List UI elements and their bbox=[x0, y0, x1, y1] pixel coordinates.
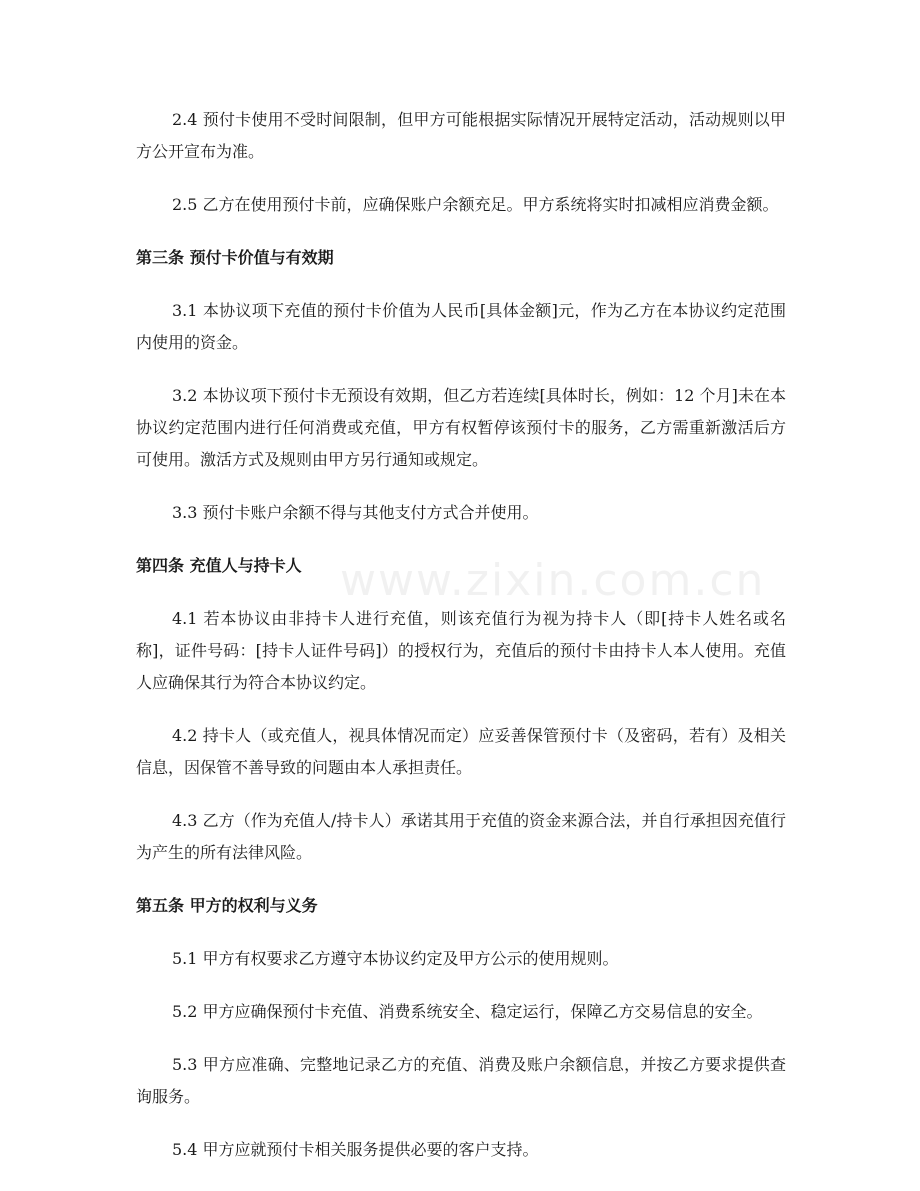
section-heading-article-3: 第三条 预付卡价值与有效期 bbox=[136, 248, 334, 267]
clause-3-3: 3.3 预付卡账户余额不得与其他支付方式合并使用。 bbox=[172, 503, 539, 522]
document-body bbox=[136, 104, 786, 1187]
section-heading-article-5: 第五条 甲方的权利与义务 bbox=[136, 896, 318, 915]
clause-3-1: 3.1 本协议项下充值的预付卡价值为人民币[具体金额]元，作为乙方在本协议约定范围内使用的资金。 bbox=[136, 301, 786, 352]
watermark: www.zixin.com.cn bbox=[340, 555, 766, 606]
clause-5-4: 5.4 甲方应就预付卡相关服务提供必要的客户支持。 bbox=[172, 1140, 539, 1159]
clause-5-1: 5.1 甲方有权要求乙方遵守本协议约定及甲方公示的使用规则。 bbox=[172, 949, 619, 968]
clause-5-2: 5.2 甲方应确保预付卡充值、消费系统安全、稳定运行，保障乙方交易信息的安全。 bbox=[172, 1002, 763, 1021]
clause-4-2: 4.2 持卡人（或充值人，视具体情况而定）应妥善保管预付卡（及密码，若有）及相关信息，因保管不善导致的问题由本人承担责任。 bbox=[136, 726, 786, 777]
clause-4-1: 4.1 若本协议由非持卡人进行充值，则该充值行为视为持卡人（即[持卡人姓名或名称]，证件号码：[持卡人证件号码]）的授权行为，充值后的预付卡由持卡人本人使用。充值人应确保其行为符合本协议约定。 bbox=[136, 609, 786, 692]
clause-2-5: 2.5 乙方在使用预付卡前，应确保账户余额充足。甲方系统将实时扣减相应消费金额。 bbox=[172, 195, 779, 214]
clause-3-2: 3.2 本协议项下预付卡无预设有效期，但乙方若连续[具体时长，例如：12 个月]未在本协议约定范围内进行任何消费或充值，甲方有权暂停该预付卡的服务，乙方需重新激活后方可使用。激活方式及规则由甲方另行通知或规定。 bbox=[136, 386, 786, 469]
clause-5-3: 5.3 甲方应准确、完整地记录乙方的充值、消费及账户余额信息，并按乙方要求提供查询服务。 bbox=[136, 1055, 786, 1106]
clause-2-4: 2.4 预付卡使用不受时间限制，但甲方可能根据实际情况开展特定活动，活动规则以甲方公开宣布为准。 bbox=[136, 110, 786, 161]
clause-4-3: 4.3 乙方（作为充值人/持卡人）承诺其用于充值的资金来源合法，并自行承担因充值行为产生的所有法律风险。 bbox=[136, 811, 786, 862]
section-heading-article-4: 第四条 充值人与持卡人 bbox=[136, 556, 302, 575]
